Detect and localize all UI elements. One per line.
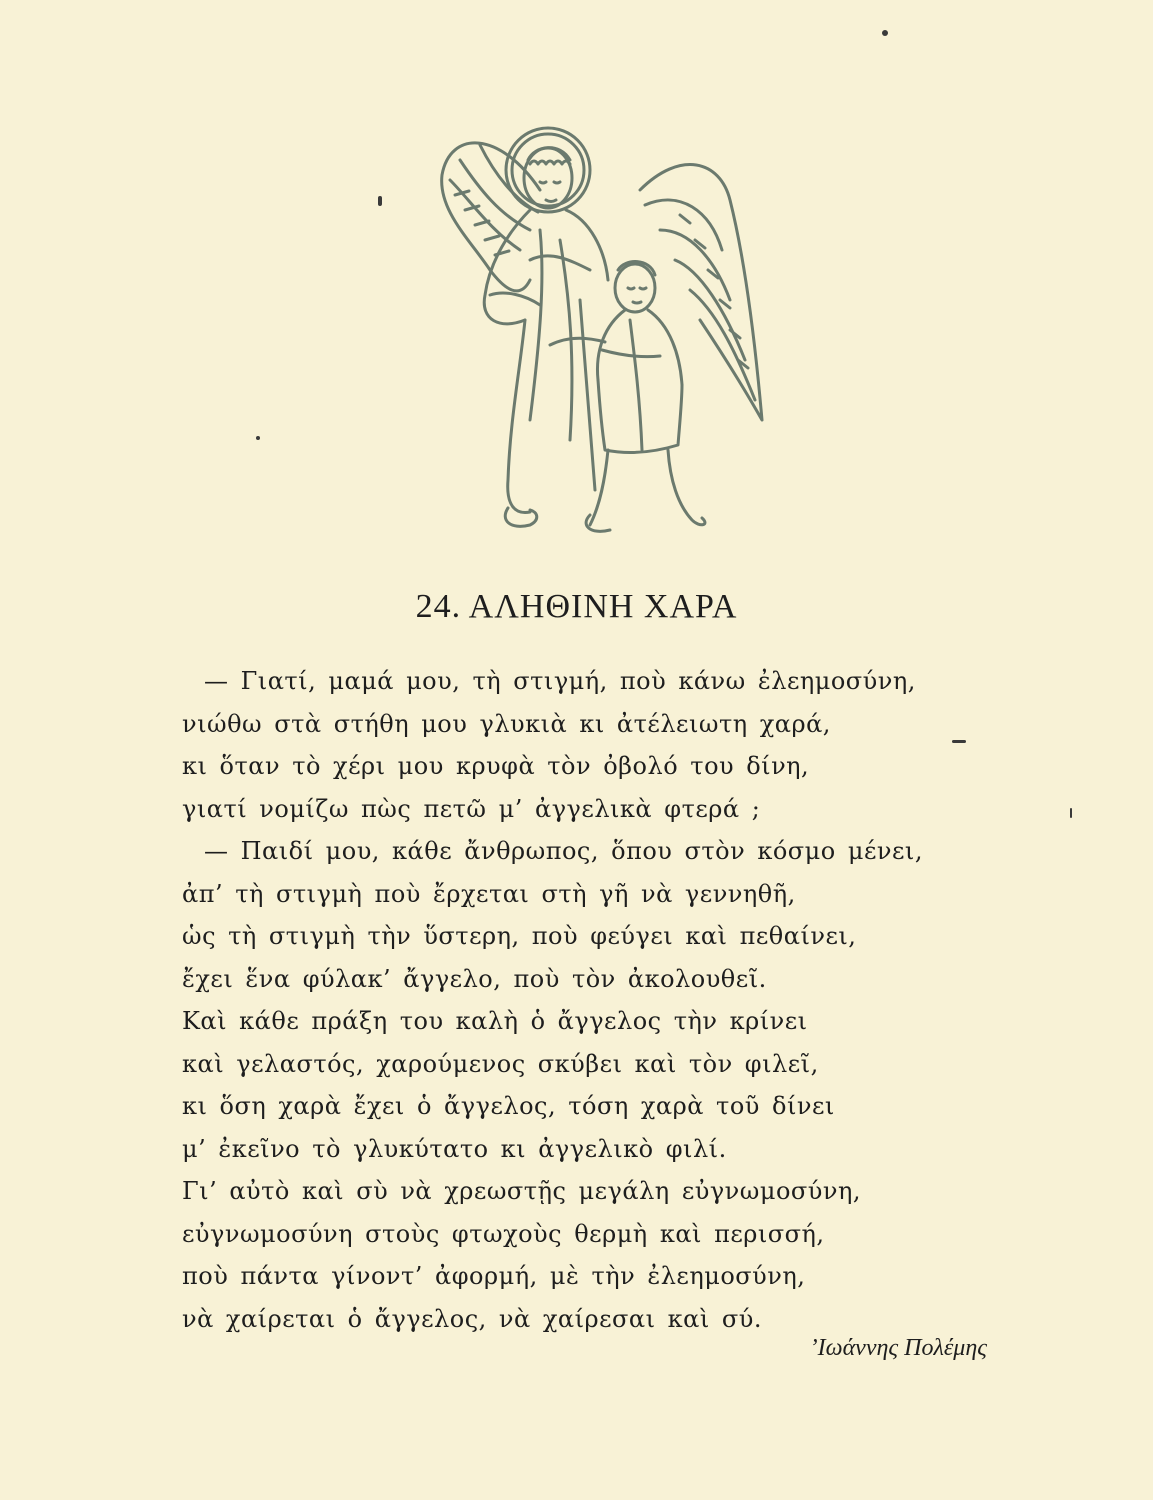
poem-body xyxy=(182,660,1062,1340)
poem-line: Γι’ αὐτὸ καὶ σὺ νὰ χρεωστῇς μεγάλη εὐγνωμοσύνη, xyxy=(182,1177,861,1205)
poem-line: ποὺ πάντα γίνοντ’ ἀφορμή, μὲ τὴν ἐλεημοσύνη, xyxy=(182,1262,806,1290)
poem-line: νὰ χαίρεται ὁ ἄγγελος, νὰ χαίρεσαι καὶ σύ. xyxy=(182,1304,763,1333)
paper-speck xyxy=(378,196,382,206)
poem-line: γιατί νομίζω πὼς πετῶ μ’ ἀγγελικὰ φτερά ; xyxy=(182,794,761,823)
paper-speck xyxy=(256,436,260,440)
guardian-angel-with-child-icon xyxy=(430,120,770,550)
poem-line: μ’ ἐκεῖνο τὸ γλυκύτατο κι ἀγγελικὸ φιλί. xyxy=(182,1134,727,1163)
poem-title: 24. ΑΛΗΘΙΝΗ ΧΑΡΑ xyxy=(415,588,738,625)
paper-speck xyxy=(1070,808,1072,818)
poem-line: κι ὅταν τὸ χέρι μου κρυφὰ τὸν ὀβολό του δίνη, xyxy=(182,752,810,780)
poem-line: — Γιατί, μαμά μου, τὴ στιγμή, ποὺ κάνω ἐλεημοσύνη, xyxy=(204,667,916,695)
poem-line: ἀπ’ τὴ στιγμὴ ποὺ ἔρχεται στὴ γῆ νὰ γεννηθῆ, xyxy=(182,879,796,908)
poem-line: — Παιδί μου, κάθε ἄνθρωπος, ὅπου στὸν κόσμο μένει, xyxy=(204,837,923,865)
poem-line: ὡς τὴ στιγμὴ τὴν ὕστερη, ποὺ φεύγει καὶ πεθαίνει, xyxy=(182,922,857,950)
poem-line: νιώθω στὰ στήθη μου γλυκιὰ κι ἀτέλειωτη χαρά, xyxy=(182,709,831,738)
poem-line: Καὶ κάθε πράξη του καλὴ ὁ ἄγγελος τὴν κρίνει xyxy=(182,1007,808,1035)
poem-line: εὐγνωμοσύνη στοὺς φτωχοὺς θερμὴ καὶ περισσή, xyxy=(182,1219,825,1248)
poem-line: ἔχει ἕνα φύλακ’ ἄγγελο, ποὺ τὸν ἀκολουθεῖ. xyxy=(182,964,767,993)
poem-line: κι ὅση χαρὰ ἔχει ὁ ἄγγελος, τόση χαρὰ τοῦ δίνει xyxy=(182,1092,835,1120)
poem-line: καὶ γελαστός, χαρούμενος σκύβει καὶ τὸν φιλεῖ, xyxy=(182,1049,819,1078)
author-signature: ’Ιωάννης Πολέμης xyxy=(809,1335,987,1361)
paper-speck xyxy=(882,30,888,36)
paper-speck xyxy=(952,740,966,743)
